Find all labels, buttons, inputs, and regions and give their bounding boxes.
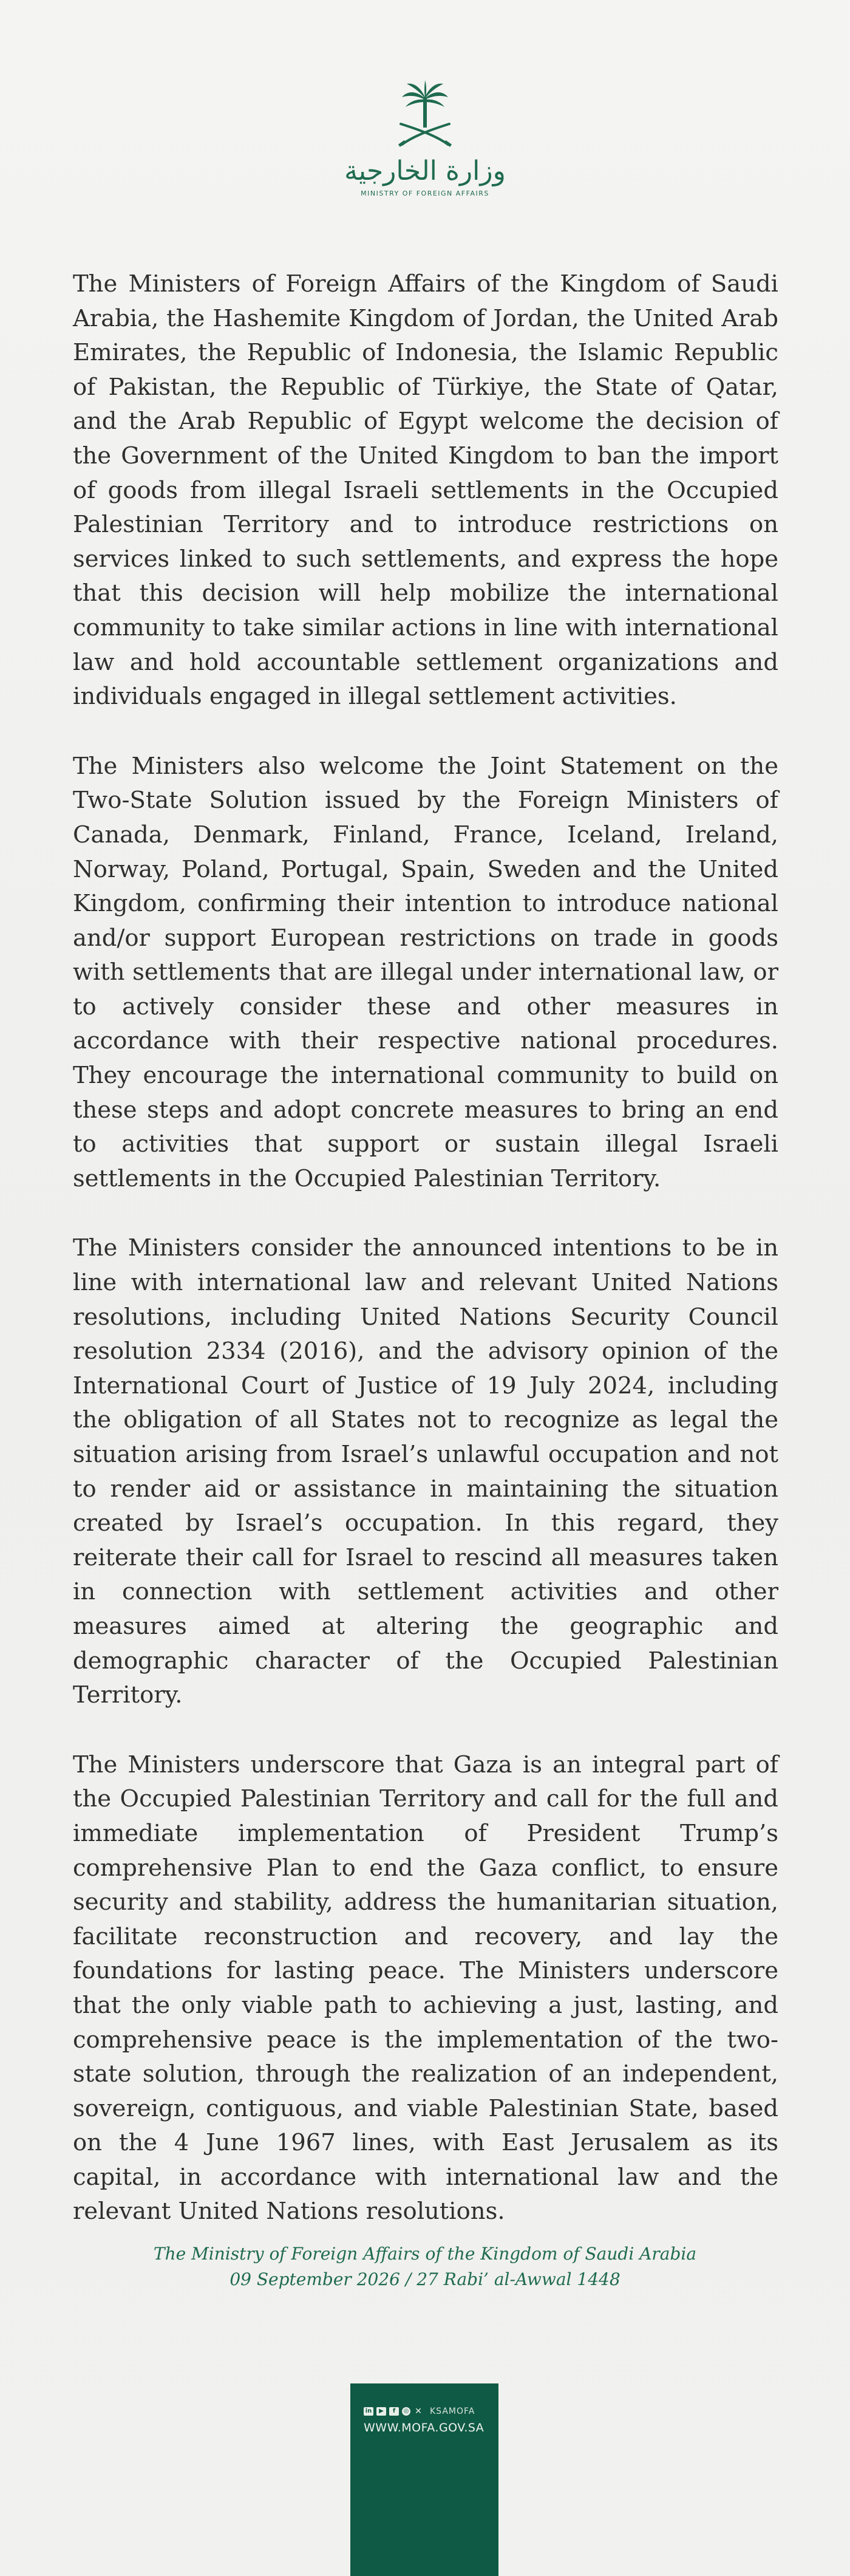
x-icon[interactable]: ✕ xyxy=(415,2407,422,2416)
signature-block xyxy=(0,2241,850,2292)
letterhead xyxy=(0,79,850,197)
signature-date: 09 September 2026 / 27 Rabi’ al-Awwal 1448 xyxy=(229,2269,620,2289)
palm-and-swords-emblem-icon xyxy=(389,79,461,152)
footer-contact-box xyxy=(350,2383,498,2576)
social-handle: KSAMOFA xyxy=(430,2407,475,2416)
paragraph-1: The Ministers of Foreign Affairs of the Kingdom of Saudi Arabia, the Hashemite Kingdom of Jordan, the United Arab Emirates, the Republic of Indonesia, the Islamic Republic of Pakistan, the Republic of Türkiye, the State of Qatar, and the Arab Republic of Egypt welcome the decision of the Government of the United Kingdom to ban the import of goods from illegal Israeli settlements in the Occupied Palestinian Territory and to introduce restrictions on services linked to such settlements, and express the hope that this decision will help mobilize the international community to take similar actions in line with international law and hold accountable settlement organizations and individuals engaged in illegal settlement activities. xyxy=(73,270,778,711)
paragraph-4: The Ministers underscore that Gaza is an integral part of the Occupied Palestinian Territory and call for the full and immediate implementation of President Trump’s comprehensive Plan to end the Gaza conflict, to ensure security and stability, address the humanitarian situation, facilitate reconstruction and recovery, and lay the foundations for lasting peace. The Ministers underscore that the only viable path to achieving a just, lasting, and comprehensive peace is the implementation of the two-state solution, through the realization of an independent, sovereign, contiguous, and viable Palestinian State, based on the 4 June 1967 lines, with East Jerusalem as its capital, in accordance with international law and the relevant United Nations resolutions. xyxy=(73,1751,778,2226)
linkedin-icon[interactable]: in xyxy=(364,2407,373,2416)
paragraph-2: The Ministers also welcome the Joint Statement on the Two-State Solution issued by the Foreign Ministers of Canada, Denmark, Finland, France, Iceland, Ireland, Norway, Poland, Portugal, Spain, Sweden and the United Kingdom, confirming their intention to introduce national and/or support European restrictions on trade in goods with settlements that are illegal under international law, or to actively consider these and other measures in accordance with their respective national procedures. They encourage the international community to build on these steps and adopt concrete measures to bring an end to activities that support or sustain illegal Israeli settlements in the Occupied Palestinian Territory. xyxy=(73,752,778,1192)
paragraph-3: The Ministers consider the announced intentions to be in line with international law and relevant United Nations resolutions, including United Nations Security Council resolution 2334 (2016), and the advisory opinion of the International Court of Justice of 19 July 2024, including the obligation of all States not to recognize as legal the situation arising from Israel’s unlawful occupation and not to render aid or assistance in maintaining the situation created by Israel’s occupation. In this regard, they reiterate their call for Israel to rescind all measures taken in connection with settlement activities and other measures aimed at altering the geographic and demographic character of the Occupied Palestinian Territory. xyxy=(73,1234,778,1709)
ministry-english-name: MINISTRY OF FOREIGN AFFAIRS xyxy=(361,190,489,198)
statement-body xyxy=(73,267,778,2264)
signature-issuer: The Ministry of Foreign Affairs of the Kingdom of Saudi Arabia xyxy=(153,2244,697,2264)
website-link[interactable]: WWW.MOFA.GOV.SA xyxy=(364,2421,484,2434)
instagram-icon[interactable]: ◎ xyxy=(402,2407,410,2416)
facebook-icon[interactable]: f xyxy=(389,2407,399,2416)
ministry-arabic-name: وزارة الخارجية xyxy=(344,155,506,186)
social-links xyxy=(364,2407,475,2416)
youtube-icon[interactable]: ▶ xyxy=(376,2407,386,2416)
